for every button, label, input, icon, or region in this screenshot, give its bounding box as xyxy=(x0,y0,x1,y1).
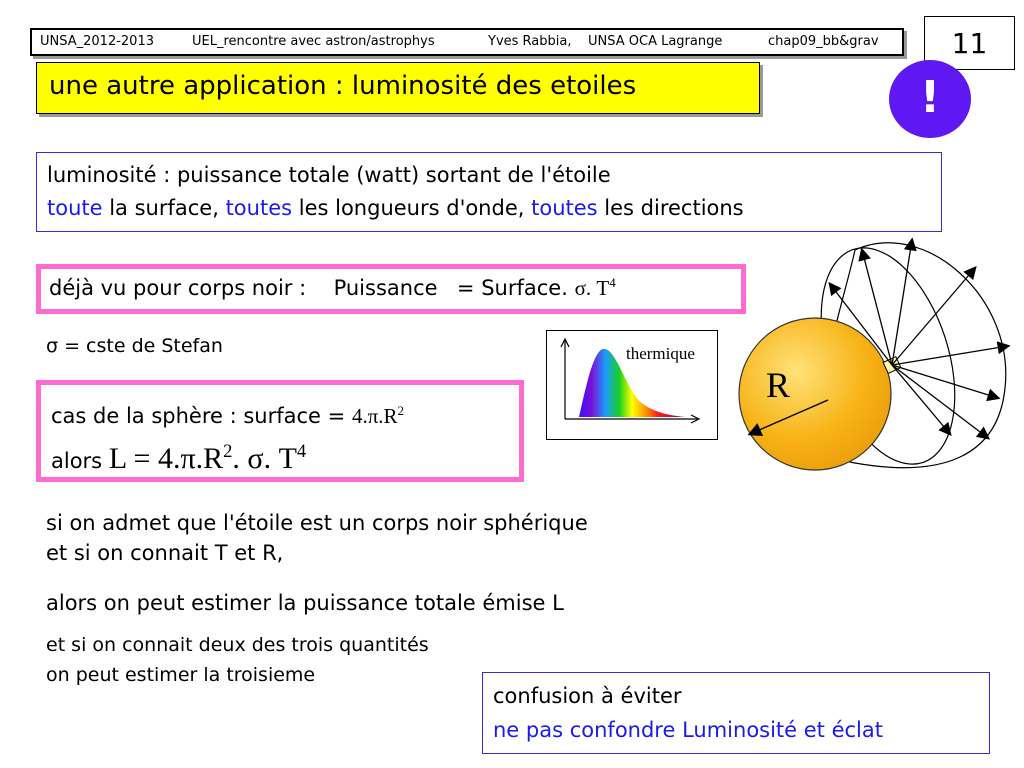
text-directions: les directions xyxy=(597,196,744,220)
spectrum-label: thermique xyxy=(626,344,695,363)
blackbody-label: déjà vu pour corps noir : xyxy=(49,276,307,300)
sigma-t-term xyxy=(575,276,616,300)
sigma-t-text: σ. T xyxy=(574,276,610,300)
header-bar xyxy=(30,28,904,56)
emphasis-toute: toute xyxy=(47,196,103,220)
confusion-line-1: confusion à éviter xyxy=(493,684,682,708)
sphere-surface-line xyxy=(51,393,519,434)
confusion-line-2: ne pas confondre Luminosité et éclat xyxy=(493,718,883,742)
surface-formula-text: 4.π.R xyxy=(351,404,398,428)
star-sphere xyxy=(739,318,891,470)
third-quantity-line-1: et si on connait deux des trois quantités xyxy=(46,634,429,656)
formula-part-a: L = 4.π.R xyxy=(108,442,224,475)
text-surface: la surface, xyxy=(102,196,226,220)
equals-sign: = xyxy=(456,276,475,300)
definition-line-1: luminosité : puissance totale (watt) sortant de l'étoile xyxy=(47,163,611,187)
emphasis-toutes-2: toutes xyxy=(531,196,598,220)
sphere-label: cas de la sphère : surface = xyxy=(51,404,346,428)
header-author: Yves Rabbia, xyxy=(488,34,572,49)
hypothesis-line-1: si on admet que l'étoile est un corps noir sphérique xyxy=(46,511,588,535)
stefan-constant-note: σ = cste de Stefan xyxy=(46,335,223,357)
surface-term: Surface. xyxy=(481,276,568,300)
puissance-term: Puissance xyxy=(333,276,438,300)
definition-line-2 xyxy=(47,192,941,225)
confusion-warning-box xyxy=(482,672,990,754)
definition-box xyxy=(36,152,942,232)
radius-label: R xyxy=(766,365,791,405)
blackbody-power-box xyxy=(36,264,746,314)
hypothesis-line-2: et si on connait T et R, xyxy=(46,541,284,565)
emphasis-toutes-1: toutes xyxy=(225,196,293,220)
formula-part-b: . σ. T xyxy=(232,442,297,475)
slide-number: 11 xyxy=(924,16,1015,70)
exponent-4: 4 xyxy=(609,275,616,290)
paragraph-third-quantity xyxy=(46,630,429,690)
alors-label: alors xyxy=(51,449,103,473)
formula-exp-b: 4 xyxy=(296,441,307,462)
alert-icon: ! xyxy=(889,60,971,138)
header-institution: UNSA OCA Lagrange xyxy=(588,34,723,49)
surface-exp: 2 xyxy=(397,403,405,418)
slide-title: une autre application : luminosité des etoiles xyxy=(36,62,760,114)
luminosity-formula-line xyxy=(51,434,519,479)
paragraph-estimate: alors on peut estimer la puissance totale émise L xyxy=(46,591,564,615)
luminosity-formula xyxy=(109,442,306,475)
paragraph-hypothesis xyxy=(46,508,588,568)
surface-formula xyxy=(352,404,404,428)
header-module: UEL_rencontre avec astron/astrophys xyxy=(192,34,435,49)
formula-exp-a: 2 xyxy=(223,441,233,462)
text-longueurs: les longueurs d'onde, xyxy=(292,196,532,220)
header-chapter: chap09_bb&grav xyxy=(768,34,879,49)
header-course: UNSA_2012-2013 xyxy=(40,34,154,49)
third-quantity-line-2: on peut estimer la troisieme xyxy=(46,664,316,686)
sphere-case-box xyxy=(36,380,524,482)
